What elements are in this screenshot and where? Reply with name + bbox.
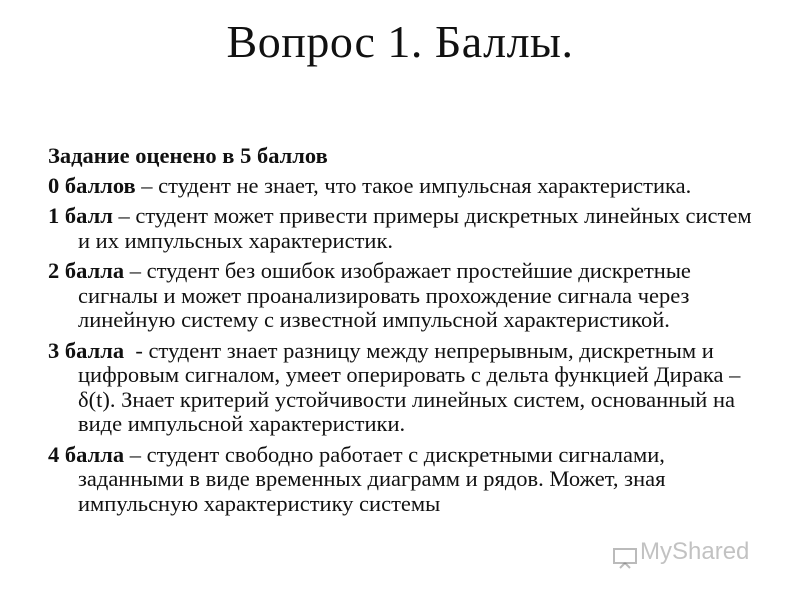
criteria-text: – студент без ошибок изображает простейшие дискретные сигналы и может проанализировать прохождение сигнала через линейную систему с известной импульсной характеристикой. — [78, 258, 691, 332]
slide-title: Вопрос 1. Баллы. — [226, 16, 574, 67]
criteria-item-3 — [48, 339, 768, 437]
criteria-score: 4 балла — [48, 441, 125, 467]
presentation-icon — [612, 542, 638, 564]
criteria-item-2 — [48, 259, 768, 333]
criteria-score: 3 балла — [48, 337, 125, 363]
criteria-item-1 — [48, 204, 768, 253]
watermark-text: MyShared — [640, 538, 750, 565]
criteria-score: 1 балл — [48, 203, 113, 228]
criteria-score: 2 балла — [48, 258, 125, 283]
criteria-score: 0 баллов — [48, 172, 136, 198]
watermark — [612, 532, 782, 572]
criteria-text: – студент свободно работает с дискретными сигналами, заданными в виде временных диаграмм и рядов. Может, зная импульсную характеристику системы — [78, 441, 666, 516]
criteria-heading: Задание оценено в 5 баллов — [48, 143, 328, 168]
criteria-item-0 — [48, 174, 768, 199]
criteria-item-4 — [48, 443, 768, 517]
grading-criteria — [48, 144, 768, 522]
criteria-text: - студент знает разницу между непрерывным, дискретным и цифровым сигналом, умеет оперировать с дельта функцией Дирака – δ(t). Знает критерий устойчивости линейных систем, основанный на виде импульсной характеристики. — [78, 337, 747, 436]
criteria-text: – студент не знает, что такое импульсная характеристика. — [135, 172, 692, 198]
criteria-text: – студент может привести примеры дискретных линейных систем и их импульсных характеристик. — [78, 203, 752, 253]
